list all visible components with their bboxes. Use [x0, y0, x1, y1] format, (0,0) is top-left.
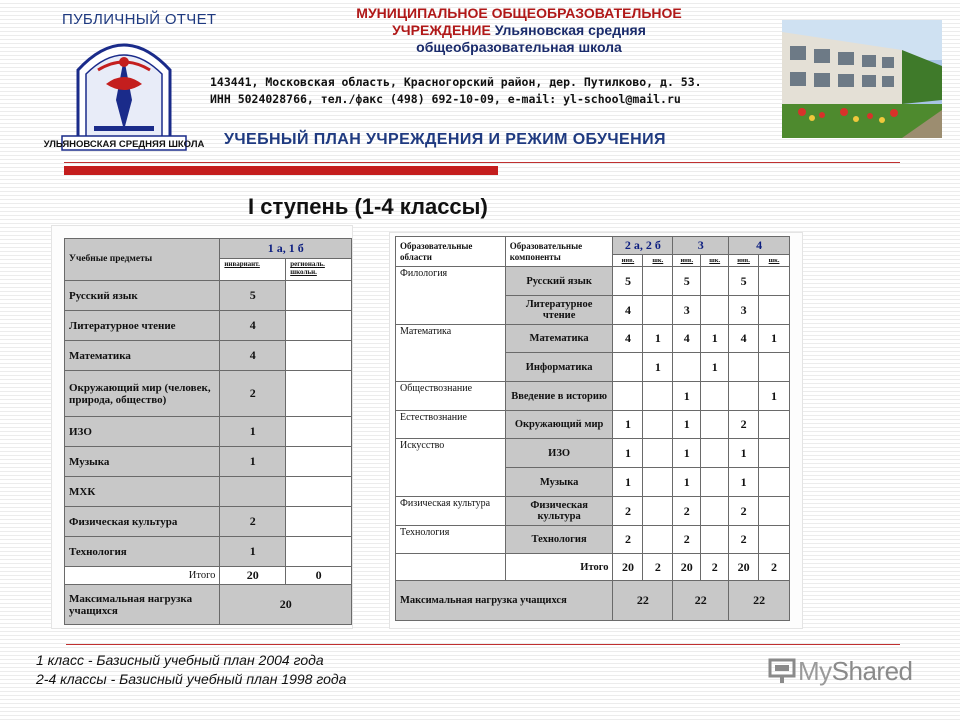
max-load-label: Максимальная нагрузка учащихся	[396, 581, 613, 621]
hours-value: 3	[673, 296, 701, 325]
regional-hours	[286, 371, 352, 417]
header-regional: региональ. школьн.	[286, 259, 352, 281]
header-areas: Образовательные области	[396, 237, 506, 267]
total-label: Итого	[505, 554, 613, 581]
hours-value	[701, 468, 729, 497]
hours-value	[643, 267, 673, 296]
hours-value: 4	[613, 325, 643, 353]
hours-value	[613, 382, 643, 411]
subject-name: Литературное чтение	[65, 311, 220, 341]
subject-name: ИЗО	[65, 417, 220, 447]
divider-line	[66, 644, 900, 645]
max-load-label: Максимальная нагрузка учащихся	[65, 585, 220, 625]
table-row	[396, 439, 790, 468]
max-load-value: 22	[613, 581, 673, 621]
education-area: Математика	[396, 325, 506, 382]
hours-value: 2	[729, 411, 759, 439]
header-inv: инв.	[729, 255, 759, 267]
table-row	[65, 281, 352, 311]
hours-value	[701, 296, 729, 325]
hours-value	[643, 468, 673, 497]
hours-value: 1	[673, 439, 701, 468]
component-name: Математика	[505, 325, 613, 353]
regional-hours	[286, 281, 352, 311]
subject-name: Физическая культура	[65, 507, 220, 537]
subject-name: Математика	[65, 341, 220, 371]
hours-value	[643, 439, 673, 468]
hours-value: 1	[729, 439, 759, 468]
hours-value: 1	[729, 468, 759, 497]
table-row	[65, 311, 352, 341]
hours-value: 5	[673, 267, 701, 296]
regional-hours	[286, 341, 352, 371]
total-regional: 0	[286, 567, 352, 585]
hours-value	[759, 526, 790, 554]
header-class: 1 а, 1 б	[220, 239, 352, 259]
curriculum-table-grades2-4	[395, 236, 790, 621]
hours-value: 4	[673, 325, 701, 353]
invariant-hours: 1	[220, 537, 286, 567]
hours-value: 1	[613, 468, 643, 497]
regional-hours	[286, 417, 352, 447]
hours-value: 2	[729, 526, 759, 554]
education-area: Технология	[396, 526, 506, 554]
hours-value: 1	[701, 353, 729, 382]
table-row	[396, 267, 790, 296]
hours-value	[729, 382, 759, 411]
hours-value: 4	[729, 325, 759, 353]
max-load-value: 20	[220, 585, 352, 625]
hours-value	[701, 267, 729, 296]
address-line2: ИНН 5024028766, тел./факс (498) 692-10-09, e-mail: yl-school@mail.ru	[210, 92, 681, 106]
table-row	[65, 417, 352, 447]
hours-value: 5	[729, 267, 759, 296]
header-shk: шк.	[701, 255, 729, 267]
header-inv: инв.	[673, 255, 701, 267]
hours-value: 2	[673, 526, 701, 554]
regional-hours	[286, 447, 352, 477]
regional-hours	[286, 507, 352, 537]
report-label: ПУБЛИЧНЫЙ ОТЧЕТ	[62, 11, 217, 28]
invariant-hours: 4	[220, 311, 286, 341]
hours-value: 1	[673, 411, 701, 439]
total-value: 2	[643, 554, 673, 581]
education-area: Филология	[396, 267, 506, 325]
header-invariant: инвариант.	[220, 259, 286, 281]
regional-hours	[286, 477, 352, 507]
hours-value: 1	[673, 382, 701, 411]
component-name: ИЗО	[505, 439, 613, 468]
table-row	[65, 507, 352, 537]
hours-value	[701, 526, 729, 554]
hours-value	[759, 296, 790, 325]
subject-name: Русский язык	[65, 281, 220, 311]
header-shk: шк.	[643, 255, 673, 267]
table-row	[65, 341, 352, 371]
hours-value	[729, 353, 759, 382]
hours-value	[701, 497, 729, 526]
table-row	[396, 325, 790, 353]
footnote-line2: 2-4 классы - Базисный учебный план 1998 года	[36, 671, 347, 687]
presentation-icon	[768, 658, 798, 684]
component-name: Физическая культура	[505, 497, 613, 526]
hours-value: 1	[613, 411, 643, 439]
subject-name: МХК	[65, 477, 220, 507]
hours-value	[673, 353, 701, 382]
total-value: 2	[701, 554, 729, 581]
hours-value: 4	[613, 296, 643, 325]
education-area: Обществознание	[396, 382, 506, 411]
table-row	[65, 477, 352, 507]
total-value: 20	[729, 554, 759, 581]
table-row	[65, 371, 352, 417]
hours-value	[759, 439, 790, 468]
org-name-line3: общеобразовательная школа	[416, 39, 622, 55]
subject-name: Технология	[65, 537, 220, 567]
footnotes	[36, 651, 426, 689]
svg-text:УЛЬЯНОВСКАЯ СРЕДНЯЯ ШКОЛА: УЛЬЯНОВСКАЯ СРЕДНЯЯ ШКОЛА	[43, 139, 205, 150]
hours-value	[643, 526, 673, 554]
hours-value: 2	[613, 526, 643, 554]
invariant-hours: 1	[220, 447, 286, 477]
hours-value	[759, 468, 790, 497]
table-row	[396, 526, 790, 554]
hours-value	[613, 353, 643, 382]
total-label: Итого	[65, 567, 220, 585]
hours-value: 5	[613, 267, 643, 296]
hours-value	[643, 382, 673, 411]
invariant-hours: 5	[220, 281, 286, 311]
accent-bar	[64, 166, 498, 175]
hours-value: 2	[729, 497, 759, 526]
component-name: Окружающий мир	[505, 411, 613, 439]
table-row	[396, 382, 790, 411]
org-name-line1: МУНИЦИПАЛЬНОЕ ОБЩЕОБРАЗОВАТЕЛЬНОЕ	[356, 5, 682, 21]
hours-value: 1	[643, 353, 673, 382]
org-name	[296, 5, 742, 56]
education-area: Естествознание	[396, 411, 506, 439]
org-address	[210, 74, 702, 108]
component-name: Информатика	[505, 353, 613, 382]
table-row	[396, 497, 790, 526]
total-value: 20	[613, 554, 643, 581]
invariant-hours	[220, 477, 286, 507]
max-load-value: 22	[673, 581, 729, 621]
subject-name: Окружающий мир (человек, природа, общество)	[65, 371, 220, 417]
school-building-photo	[782, 20, 942, 138]
header-class-3: 3	[673, 237, 729, 255]
header-inv: инв.	[613, 255, 643, 267]
hours-value	[759, 411, 790, 439]
hours-value	[701, 382, 729, 411]
hours-value: 3	[729, 296, 759, 325]
subject-name: Музыка	[65, 447, 220, 477]
header-subjects: Учебные предметы	[65, 239, 220, 281]
invariant-hours: 1	[220, 417, 286, 447]
hours-value	[643, 296, 673, 325]
education-area: Физическая культура	[396, 497, 506, 526]
stage-title: I ступень (1-4 классы)	[248, 194, 488, 219]
hours-value	[701, 439, 729, 468]
hours-value: 1	[759, 325, 790, 353]
table-row	[65, 447, 352, 477]
component-name: Русский язык	[505, 267, 613, 296]
hours-value: 1	[701, 325, 729, 353]
header-class-4: 4	[729, 237, 790, 255]
header-components: Образовательные компоненты	[505, 237, 613, 267]
hours-value	[759, 497, 790, 526]
regional-hours	[286, 537, 352, 567]
hours-value	[701, 411, 729, 439]
watermark: MyShared	[768, 656, 913, 687]
hours-value: 1	[643, 325, 673, 353]
hours-value: 2	[673, 497, 701, 526]
section-title: УЧЕБНЫЙ ПЛАН УЧРЕЖДЕНИЯ И РЕЖИМ ОБУЧЕНИЯ	[224, 131, 666, 148]
regional-hours	[286, 311, 352, 341]
hours-value	[759, 353, 790, 382]
hours-value	[643, 497, 673, 526]
footnote-line1: 1 класс - Базисный учебный план 2004 года	[36, 652, 324, 668]
invariant-hours: 4	[220, 341, 286, 371]
hours-value: 1	[673, 468, 701, 497]
total-invariant: 20	[220, 567, 286, 585]
school-logo	[43, 30, 205, 160]
component-name: Введение в историю	[505, 382, 613, 411]
invariant-hours: 2	[220, 371, 286, 417]
invariant-hours: 2	[220, 507, 286, 537]
address-line1: 143441, Московская область, Красногорский район, дер. Путилково, д. 53.	[210, 75, 702, 89]
hours-value: 1	[613, 439, 643, 468]
table-row	[396, 411, 790, 439]
component-name: Технология	[505, 526, 613, 554]
header-class-2: 2 а, 2 б	[613, 237, 673, 255]
hours-value: 2	[613, 497, 643, 526]
header-shk: шк.	[759, 255, 790, 267]
component-name: Музыка	[505, 468, 613, 497]
hours-value	[643, 411, 673, 439]
divider-line	[64, 162, 900, 163]
education-area: Искусство	[396, 439, 506, 497]
table-row	[65, 537, 352, 567]
org-name-line2: УЧРЕЖДЕНИЕ Ульяновская средняя	[392, 22, 646, 38]
hours-value	[759, 267, 790, 296]
max-load-value: 22	[729, 581, 790, 621]
curriculum-table-grade1	[64, 238, 352, 625]
hours-value: 1	[759, 382, 790, 411]
total-value: 2	[759, 554, 790, 581]
component-name: Литературное чтение	[505, 296, 613, 325]
total-value: 20	[673, 554, 701, 581]
